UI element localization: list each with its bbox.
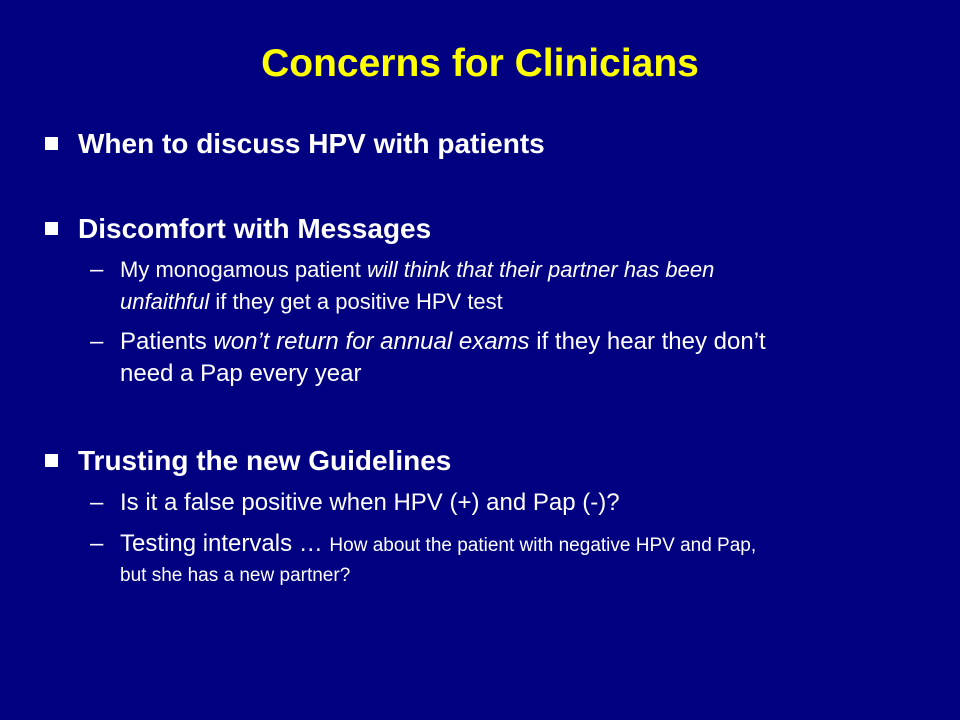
sub-bullet-text	[120, 528, 920, 590]
dash-marker: –	[90, 530, 104, 557]
slide-title: Concerns for Clinicians	[261, 42, 699, 85]
dash-marker: –	[90, 256, 104, 283]
italic-text-run: will think that their partner has been	[367, 257, 715, 282]
italic-text-run: unfaithful	[120, 289, 210, 314]
sub-bullet-line	[120, 286, 920, 318]
square-bullet-icon	[45, 137, 58, 150]
text-run: if they hear they don’t	[529, 328, 766, 355]
sub-bullet-line	[120, 326, 920, 358]
bullet-text: Discomfort with Messages	[78, 213, 432, 244]
text-run: if they get a positive HPV test	[209, 289, 503, 314]
sub-bullet-line: need a Pap every year	[120, 360, 362, 387]
sub-bullet-line	[120, 254, 920, 286]
bullet-text: Trusting the new Guidelines	[78, 445, 452, 476]
text-run: My monogamous patient	[120, 257, 368, 282]
dash-marker: –	[90, 489, 104, 516]
text-run: Patients	[120, 328, 214, 355]
text-run: Testing intervals …	[120, 530, 330, 557]
sub-bullet-text	[120, 487, 920, 519]
sub-bullet-line: Is it a false positive when HPV (+) and Pap (-)?	[120, 489, 620, 516]
sub-bullet-line: but she has a new partner?	[120, 565, 351, 586]
dash-marker: –	[90, 328, 104, 355]
sub-bullet-text	[120, 254, 920, 318]
italic-text-run: won’t return for annual exams	[213, 328, 530, 355]
text-run: How about the patient with negative HPV and Pap,	[329, 535, 757, 556]
sub-bullet-text	[120, 326, 920, 390]
square-bullet-icon	[45, 222, 58, 235]
square-bullet-icon	[45, 454, 58, 467]
bullet-text: When to discuss HPV with patients	[78, 128, 545, 159]
sub-bullet-line	[120, 528, 920, 562]
